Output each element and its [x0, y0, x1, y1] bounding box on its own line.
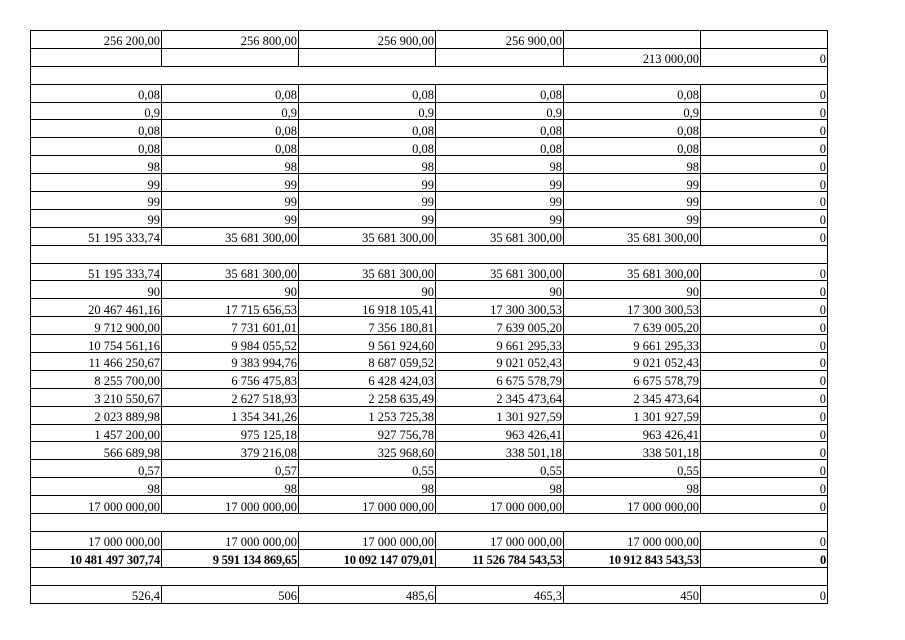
table-cell: 9 561 924,60 [299, 335, 436, 353]
table-row [31, 174, 828, 192]
table-row [31, 299, 828, 317]
table-cell: 7 731 601,01 [162, 317, 299, 335]
table-cell: 0,57 [31, 460, 162, 478]
table-cell: 256 200,00 [31, 31, 162, 49]
table-cell: 99 [564, 209, 701, 227]
table-row [31, 317, 828, 335]
table-cell: 2 345 473,64 [436, 388, 564, 406]
data-table [30, 30, 828, 604]
blank-cell [31, 567, 828, 585]
spacer-row [31, 66, 828, 84]
table-cell: 0 [701, 263, 828, 281]
table-cell: 17 000 000,00 [31, 531, 162, 549]
table-cell: 99 [31, 174, 162, 192]
table-cell [701, 31, 828, 49]
table-cell: 2 023 889,98 [31, 406, 162, 424]
table-cell: 9 661 295,33 [436, 335, 564, 353]
table-cell: 99 [299, 174, 436, 192]
table-cell: 927 756,78 [299, 424, 436, 442]
blank-cell [31, 245, 828, 263]
table-cell: 0,9 [299, 102, 436, 120]
table-cell: 0,08 [564, 138, 701, 156]
table-cell: 99 [31, 209, 162, 227]
table-cell: 338 501,18 [436, 442, 564, 460]
table-cell: 35 681 300,00 [564, 227, 701, 245]
table-cell: 10 912 843 543,53 [564, 549, 701, 567]
blank-cell [31, 66, 828, 84]
table-cell: 17 000 000,00 [31, 496, 162, 514]
table-cell: 0 [701, 102, 828, 120]
table-cell: 0 [701, 209, 828, 227]
table-cell: 0 [701, 353, 828, 371]
table-cell: 975 125,18 [162, 424, 299, 442]
table-cell: 11 526 784 543,53 [436, 549, 564, 567]
table-cell: 90 [162, 281, 299, 299]
table-cell: 0,9 [31, 102, 162, 120]
table-cell: 35 681 300,00 [436, 227, 564, 245]
table-cell: 0 [701, 370, 828, 388]
table-cell: 35 681 300,00 [299, 227, 436, 245]
table-cell: 0,08 [299, 84, 436, 102]
spacer-row [31, 245, 828, 263]
table-cell: 0,08 [162, 84, 299, 102]
table-cell: 90 [436, 281, 564, 299]
table-row [31, 102, 828, 120]
table-cell [162, 48, 299, 66]
table-cell: 3 210 550,67 [31, 388, 162, 406]
table-cell: 7 639 005,20 [436, 317, 564, 335]
table-cell: 98 [162, 156, 299, 174]
table-cell: 325 968,60 [299, 442, 436, 460]
table-cell: 256 900,00 [436, 31, 564, 49]
table-cell: 16 918 105,41 [299, 299, 436, 317]
table-cell: 0 [701, 281, 828, 299]
table-cell: 506 [162, 585, 299, 603]
table-cell: 0,08 [31, 120, 162, 138]
table-cell: 51 195 333,74 [31, 263, 162, 281]
table-cell: 9 661 295,33 [564, 335, 701, 353]
table-cell: 0 [701, 192, 828, 210]
table-cell: 99 [299, 209, 436, 227]
table-row [31, 227, 828, 245]
table-cell: 2 345 473,64 [564, 388, 701, 406]
table-cell: 17 715 656,53 [162, 299, 299, 317]
table-cell: 1 253 725,38 [299, 406, 436, 424]
table-row [31, 370, 828, 388]
table-cell: 9 383 994,76 [162, 353, 299, 371]
table-cell: 1 301 927,59 [564, 406, 701, 424]
table-cell: 17 000 000,00 [564, 531, 701, 549]
table-cell: 9 021 052,43 [564, 353, 701, 371]
table-cell: 17 000 000,00 [436, 531, 564, 549]
table-cell: 99 [436, 174, 564, 192]
table-row [31, 281, 828, 299]
table-body [31, 31, 828, 604]
table-cell [436, 48, 564, 66]
table-cell: 9 591 134 869,65 [162, 549, 299, 567]
table-cell: 450 [564, 585, 701, 603]
table-cell: 0 [701, 120, 828, 138]
table-cell: 1 457 200,00 [31, 424, 162, 442]
table-cell: 99 [31, 192, 162, 210]
table-cell: 0,55 [564, 460, 701, 478]
table-row [31, 335, 828, 353]
table-row [31, 138, 828, 156]
table-cell: 485,6 [299, 585, 436, 603]
table-cell: 7 639 005,20 [564, 317, 701, 335]
table-cell: 0 [701, 317, 828, 335]
table-row [31, 353, 828, 371]
table-cell: 10 481 497 307,74 [31, 549, 162, 567]
table-cell: 338 501,18 [564, 442, 701, 460]
table-cell: 0 [701, 585, 828, 603]
table-cell: 9 021 052,43 [436, 353, 564, 371]
table-cell: 0 [701, 227, 828, 245]
total-row [31, 549, 828, 567]
table-cell: 0,9 [436, 102, 564, 120]
table-cell: 99 [564, 174, 701, 192]
table-row [31, 31, 828, 49]
table-cell: 963 426,41 [564, 424, 701, 442]
table-cell [299, 48, 436, 66]
table-cell: 99 [436, 192, 564, 210]
spacer-row [31, 567, 828, 585]
table-cell: 98 [564, 156, 701, 174]
table-cell: 51 195 333,74 [31, 227, 162, 245]
table-row [31, 442, 828, 460]
table-cell: 99 [162, 209, 299, 227]
table-cell: 17 000 000,00 [436, 496, 564, 514]
table-cell: 98 [564, 478, 701, 496]
table-cell: 0 [701, 84, 828, 102]
table-cell: 0,08 [299, 120, 436, 138]
table-cell: 256 900,00 [299, 31, 436, 49]
table-cell: 98 [299, 156, 436, 174]
table-cell: 0,08 [436, 138, 564, 156]
table-row [31, 531, 828, 549]
table-cell: 566 689,98 [31, 442, 162, 460]
table-cell: 98 [162, 478, 299, 496]
table-cell: 90 [31, 281, 162, 299]
spacer-row [31, 514, 828, 532]
table-cell: 17 000 000,00 [299, 496, 436, 514]
table-row [31, 120, 828, 138]
table-cell: 526,4 [31, 585, 162, 603]
table-row [31, 209, 828, 227]
table-cell: 0 [701, 460, 828, 478]
table-cell: 0,9 [162, 102, 299, 120]
table-cell: 98 [436, 478, 564, 496]
table-cell [31, 48, 162, 66]
table-cell: 0 [701, 531, 828, 549]
table-cell: 213 000,00 [564, 48, 701, 66]
table-cell: 0 [701, 549, 828, 567]
table-row [31, 585, 828, 603]
table-cell: 17 000 000,00 [564, 496, 701, 514]
table-cell: 0 [701, 388, 828, 406]
table-cell: 0 [701, 299, 828, 317]
table-cell: 7 356 180,81 [299, 317, 436, 335]
table-cell: 0,08 [436, 120, 564, 138]
table-cell: 0,55 [436, 460, 564, 478]
table-row [31, 192, 828, 210]
table-cell: 2 258 635,49 [299, 388, 436, 406]
table-cell: 99 [162, 174, 299, 192]
table-cell: 256 800,00 [162, 31, 299, 49]
table-cell: 20 467 461,16 [31, 299, 162, 317]
table-cell [564, 31, 701, 49]
table-cell: 0 [701, 424, 828, 442]
table-cell: 0,08 [31, 84, 162, 102]
table-cell: 0,55 [299, 460, 436, 478]
table-cell: 0,08 [436, 84, 564, 102]
table-cell: 2 627 518,93 [162, 388, 299, 406]
table-cell: 90 [564, 281, 701, 299]
table-cell: 35 681 300,00 [162, 263, 299, 281]
table-cell: 17 300 300,53 [436, 299, 564, 317]
table-cell: 0,9 [564, 102, 701, 120]
table-cell: 0 [701, 496, 828, 514]
table-cell: 99 [162, 192, 299, 210]
table-cell: 963 426,41 [436, 424, 564, 442]
table-cell: 98 [299, 478, 436, 496]
table-cell: 90 [299, 281, 436, 299]
table-cell: 0 [701, 406, 828, 424]
table-row [31, 478, 828, 496]
table-cell: 379 216,08 [162, 442, 299, 460]
table-cell: 98 [31, 156, 162, 174]
table-row [31, 424, 828, 442]
table-cell: 17 000 000,00 [162, 531, 299, 549]
table-cell: 0,08 [564, 120, 701, 138]
table-cell: 9 984 055,52 [162, 335, 299, 353]
table-cell: 1 354 341,26 [162, 406, 299, 424]
table-cell: 17 300 300,53 [564, 299, 701, 317]
table-cell: 6 756 475,83 [162, 370, 299, 388]
table-cell: 35 681 300,00 [162, 227, 299, 245]
table-cell: 0,08 [162, 120, 299, 138]
table-cell: 0 [701, 138, 828, 156]
table-cell: 8 255 700,00 [31, 370, 162, 388]
table-cell: 98 [31, 478, 162, 496]
table-cell: 17 000 000,00 [162, 496, 299, 514]
table-row [31, 156, 828, 174]
table-cell: 0 [701, 48, 828, 66]
table-cell: 0,57 [162, 460, 299, 478]
table-cell: 0,08 [564, 84, 701, 102]
table-row [31, 48, 828, 66]
table-cell: 0 [701, 335, 828, 353]
table-cell: 6 428 424,03 [299, 370, 436, 388]
table-cell: 35 681 300,00 [299, 263, 436, 281]
table-cell: 465,3 [436, 585, 564, 603]
table-cell: 35 681 300,00 [436, 263, 564, 281]
table-cell: 10 092 147 079,01 [299, 549, 436, 567]
table-row [31, 84, 828, 102]
table-cell: 99 [436, 209, 564, 227]
table-cell: 9 712 900,00 [31, 317, 162, 335]
table-cell: 0,08 [299, 138, 436, 156]
table-cell: 6 675 578,79 [436, 370, 564, 388]
table-cell: 0 [701, 478, 828, 496]
table-row [31, 263, 828, 281]
table-cell: 1 301 927,59 [436, 406, 564, 424]
table-cell: 35 681 300,00 [564, 263, 701, 281]
table-cell: 0 [701, 174, 828, 192]
table-cell: 6 675 578,79 [564, 370, 701, 388]
table-cell: 99 [564, 192, 701, 210]
table-cell: 8 687 059,52 [299, 353, 436, 371]
table-row [31, 388, 828, 406]
table-cell: 11 466 250,67 [31, 353, 162, 371]
table-cell: 0,08 [31, 138, 162, 156]
blank-cell [31, 514, 828, 532]
table-cell: 0 [701, 156, 828, 174]
table-cell: 10 754 561,16 [31, 335, 162, 353]
table-row [31, 406, 828, 424]
table-cell: 17 000 000,00 [299, 531, 436, 549]
table-cell: 98 [436, 156, 564, 174]
table-cell: 0 [701, 442, 828, 460]
table-cell: 99 [299, 192, 436, 210]
table-cell: 0,08 [162, 138, 299, 156]
table-row [31, 496, 828, 514]
table-row [31, 460, 828, 478]
